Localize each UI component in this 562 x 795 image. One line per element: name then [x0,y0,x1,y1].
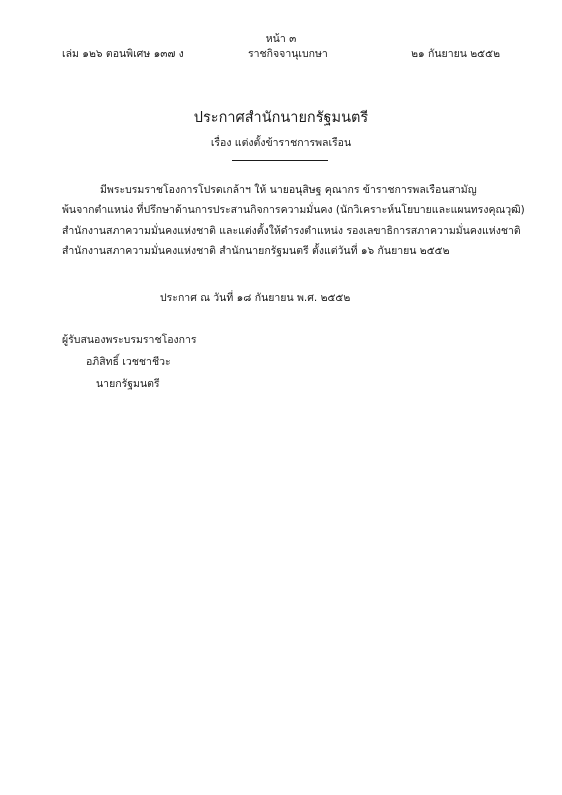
body-line-3: สำนักงานสภาความมั่นคงแห่งชาติ และแต่งตั้งให้ดำรงตำแหน่ง รองเลขาธิการสภาความมั่นคงแห่งชาติ [62,225,521,237]
volume-issue: เล่ม ๑๒๖ ตอนพิเศษ ๑๓๗ ง [62,48,184,60]
body-line-2: พ้นจากตำแหน่ง ที่ปรึกษาด้านการประสานกิจการความมั่นคง (นักวิเคราะห์นโยบายและแผนทรงคุณวุฒิ) [62,204,525,216]
publication-date: ๒๑ กันยายน ๒๕๕๒ [411,48,500,60]
publication-name: ราชกิจจานุเบกษา [248,48,328,60]
body-line-4: สำนักงานสภาความมั่นคงแห่งชาติ สำนักนายกรัฐมนตรี ตั้งแต่วันที่ ๑๖ กันยายน ๒๕๕๒ [62,245,450,257]
countersign-label: ผู้รับสนองพระบรมราชโองการ [62,334,197,346]
page-number: หน้า ๓ [265,33,297,45]
title-divider [232,160,328,161]
body-line-1: มีพระบรมราชโองการโปรดเกล้าฯ ให้ นายอนุสิษฐ คุณากร ข้าราชการพลเรือนสามัญ [100,184,477,196]
countersign-name: อภิสิทธิ์ เวชชาชีวะ [86,356,171,368]
countersign-title: นายกรัฐมนตรี [96,378,160,390]
announcement-subject: เรื่อง แต่งตั้งข้าราชการพลเรือน [210,137,352,149]
announcement-title: ประกาศสำนักนายกรัฐมนตรี [193,110,369,126]
gazette-header [62,45,500,63]
given-date: ประกาศ ณ วันที่ ๑๘ กันยายน พ.ศ. ๒๕๕๒ [160,292,351,304]
